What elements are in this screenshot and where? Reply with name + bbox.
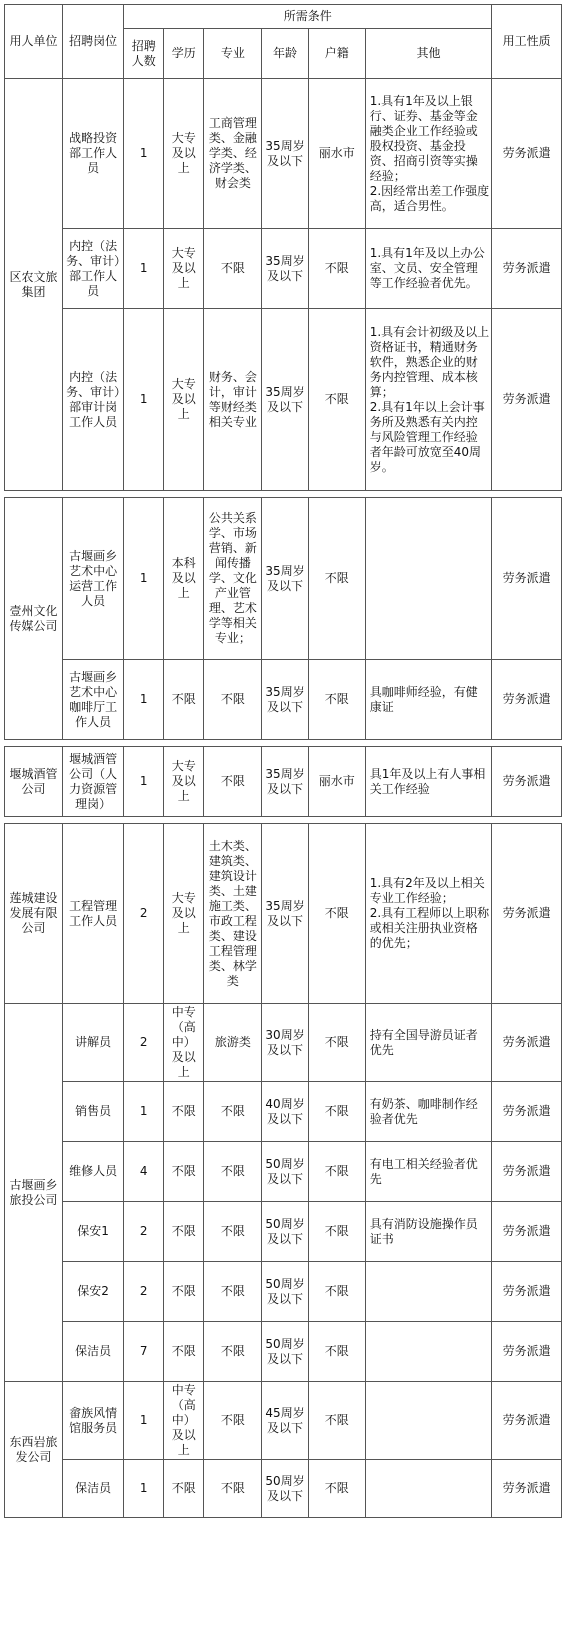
age-cell: 50周岁及以下 xyxy=(262,1460,308,1518)
major-cell: 不限 xyxy=(204,1142,262,1202)
position-cell: 畲族风情馆服务员 xyxy=(63,1382,124,1460)
education-cell: 大专及以上 xyxy=(164,747,204,817)
unit-cell: 区农文旅集团 xyxy=(5,79,63,491)
other-cell: 1.具有会计初级及以上资格证书，精通财务软件，熟悉企业的财务内控管理、成本核算； 2.具有1年以上会计事务所及熟悉有关内控与风险管理工作经验者年龄可放宽至40周岁。 xyxy=(365,309,492,491)
table-row xyxy=(5,1262,562,1322)
other-cell: 1.具有2年及以上相关专业工作经验； 2.具有工程师以上职称或相关注册执业资格的优先； xyxy=(365,824,492,1004)
table-row xyxy=(5,1202,562,1262)
group-separator xyxy=(5,740,562,747)
unit-cell: 壹州文化传媒公司 xyxy=(5,498,63,740)
table-row xyxy=(5,824,562,1004)
major-cell: 不限 xyxy=(204,660,262,740)
header-major: 专业 xyxy=(204,29,262,79)
count-cell: 1 xyxy=(124,79,164,229)
position-cell: 讲解员 xyxy=(63,1004,124,1082)
education-cell: 不限 xyxy=(164,1322,204,1382)
header-nature: 用工性质 xyxy=(492,5,562,79)
header-count: 招聘人数 xyxy=(124,29,164,79)
position-cell: 堰城酒管公司（人力资源管理岗） xyxy=(63,747,124,817)
table-row xyxy=(5,1004,562,1082)
education-cell: 大专及以上 xyxy=(164,824,204,1004)
age-cell: 50周岁及以下 xyxy=(262,1262,308,1322)
table-row xyxy=(5,79,562,229)
header-age: 年龄 xyxy=(262,29,308,79)
other-cell: 有奶茶、咖啡制作经验者优先 xyxy=(365,1082,492,1142)
age-cell: 35周岁及以下 xyxy=(262,79,308,229)
major-cell: 工商管理类、金融学类、经济学类、财会类 xyxy=(204,79,262,229)
header-conditions: 所需条件 xyxy=(124,5,492,29)
major-cell: 财务、会计，审计等财经类相关专业 xyxy=(204,309,262,491)
separator-cell xyxy=(5,740,562,747)
hukou-cell: 不限 xyxy=(308,1082,365,1142)
education-cell: 大专及以上 xyxy=(164,79,204,229)
unit-cell: 莲城建设发展有限公司 xyxy=(5,824,63,1004)
table-row xyxy=(5,309,562,491)
position-cell: 战略投资部工作人员 xyxy=(63,79,124,229)
header-education: 学历 xyxy=(164,29,204,79)
count-cell: 1 xyxy=(124,747,164,817)
other-cell xyxy=(365,1262,492,1322)
position-cell: 保洁员 xyxy=(63,1460,124,1518)
hukou-cell: 不限 xyxy=(308,824,365,1004)
hukou-cell: 不限 xyxy=(308,229,365,309)
header-unit: 用人单位 xyxy=(5,5,63,79)
count-cell: 1 xyxy=(124,1382,164,1460)
age-cell: 50周岁及以下 xyxy=(262,1322,308,1382)
position-cell: 古堰画乡艺术中心运营工作人员 xyxy=(63,498,124,660)
major-cell: 旅游类 xyxy=(204,1004,262,1082)
table-row xyxy=(5,1382,562,1460)
nature-cell: 劳务派遣 xyxy=(492,1082,562,1142)
table-row xyxy=(5,660,562,740)
header-position: 招聘岗位 xyxy=(63,5,124,79)
table-row xyxy=(5,747,562,817)
table-row xyxy=(5,1142,562,1202)
position-cell: 维修人员 xyxy=(63,1142,124,1202)
count-cell: 7 xyxy=(124,1322,164,1382)
hukou-cell: 不限 xyxy=(308,1262,365,1322)
group-separator xyxy=(5,817,562,824)
education-cell: 不限 xyxy=(164,1142,204,1202)
education-cell: 中专（高中）及以上 xyxy=(164,1004,204,1082)
major-cell: 不限 xyxy=(204,1460,262,1518)
table-row xyxy=(5,1460,562,1518)
position-cell: 内控（法务、审计）部工作人员 xyxy=(63,229,124,309)
position-cell: 保安1 xyxy=(63,1202,124,1262)
education-cell: 不限 xyxy=(164,1202,204,1262)
count-cell: 1 xyxy=(124,309,164,491)
other-cell xyxy=(365,1382,492,1460)
age-cell: 35周岁及以下 xyxy=(262,660,308,740)
hukou-cell: 不限 xyxy=(308,498,365,660)
major-cell: 公共关系学、市场营销、新闻传播学、文化产业管理、艺术学等相关专业； xyxy=(204,498,262,660)
count-cell: 1 xyxy=(124,1460,164,1518)
count-cell: 1 xyxy=(124,1082,164,1142)
education-cell: 不限 xyxy=(164,1262,204,1322)
recruitment-table xyxy=(4,4,562,1518)
major-cell: 不限 xyxy=(204,1322,262,1382)
hukou-cell: 不限 xyxy=(308,1142,365,1202)
other-cell: 1.具有1年及以上办公室、文员、安全管理等工作经验者优先。 xyxy=(365,229,492,309)
nature-cell: 劳务派遣 xyxy=(492,498,562,660)
other-cell xyxy=(365,1460,492,1518)
position-cell: 保洁员 xyxy=(63,1322,124,1382)
age-cell: 40周岁及以下 xyxy=(262,1082,308,1142)
age-cell: 35周岁及以下 xyxy=(262,747,308,817)
education-cell: 不限 xyxy=(164,660,204,740)
age-cell: 50周岁及以下 xyxy=(262,1202,308,1262)
group-separator xyxy=(5,491,562,498)
nature-cell: 劳务派遣 xyxy=(492,79,562,229)
education-cell: 不限 xyxy=(164,1460,204,1518)
nature-cell: 劳务派遣 xyxy=(492,1322,562,1382)
age-cell: 50周岁及以下 xyxy=(262,1142,308,1202)
nature-cell: 劳务派遣 xyxy=(492,1262,562,1322)
count-cell: 1 xyxy=(124,229,164,309)
nature-cell: 劳务派遣 xyxy=(492,1142,562,1202)
other-cell: 具有消防设施操作员证书 xyxy=(365,1202,492,1262)
nature-cell: 劳务派遣 xyxy=(492,660,562,740)
position-cell: 工程管理工作人员 xyxy=(63,824,124,1004)
hukou-cell: 不限 xyxy=(308,1322,365,1382)
nature-cell: 劳务派遣 xyxy=(492,309,562,491)
major-cell: 不限 xyxy=(204,1382,262,1460)
nature-cell: 劳务派遣 xyxy=(492,824,562,1004)
age-cell: 35周岁及以下 xyxy=(262,229,308,309)
table-row xyxy=(5,229,562,309)
age-cell: 35周岁及以下 xyxy=(262,498,308,660)
other-cell: 有电工相关经验者优先 xyxy=(365,1142,492,1202)
other-cell xyxy=(365,1322,492,1382)
nature-cell: 劳务派遣 xyxy=(492,1202,562,1262)
count-cell: 1 xyxy=(124,660,164,740)
education-cell: 不限 xyxy=(164,1082,204,1142)
hukou-cell: 不限 xyxy=(308,309,365,491)
count-cell: 2 xyxy=(124,1202,164,1262)
other-cell: 持有全国导游员证者优先 xyxy=(365,1004,492,1082)
education-cell: 大专及以上 xyxy=(164,229,204,309)
table-row xyxy=(5,1322,562,1382)
count-cell: 2 xyxy=(124,1004,164,1082)
major-cell: 不限 xyxy=(204,1202,262,1262)
nature-cell: 劳务派遣 xyxy=(492,229,562,309)
position-cell: 销售员 xyxy=(63,1082,124,1142)
separator-cell xyxy=(5,491,562,498)
major-cell: 土木类、建筑类、建筑设计类、土建施工类、市政工程类、建设工程管理类、林学类 xyxy=(204,824,262,1004)
education-cell: 大专及以上 xyxy=(164,309,204,491)
header-hukou: 户籍 xyxy=(308,29,365,79)
position-cell: 古堰画乡艺术中心咖啡厅工作人员 xyxy=(63,660,124,740)
separator-cell xyxy=(5,817,562,824)
other-cell: 具咖啡师经验，有健康证 xyxy=(365,660,492,740)
age-cell: 30周岁及以下 xyxy=(262,1004,308,1082)
hukou-cell: 不限 xyxy=(308,1202,365,1262)
nature-cell: 劳务派遣 xyxy=(492,747,562,817)
other-cell: 1.具有1年及以上银行、证券、基金等金融类企业工作经验或股权投资、基金投资、招商引资等实操经验； 2.因经常出差工作强度高，适合男性。 xyxy=(365,79,492,229)
age-cell: 35周岁及以下 xyxy=(262,824,308,1004)
count-cell: 2 xyxy=(124,1262,164,1322)
age-cell: 35周岁及以下 xyxy=(262,309,308,491)
hukou-cell: 不限 xyxy=(308,1004,365,1082)
unit-cell: 堰城酒管公司 xyxy=(5,747,63,817)
header-other: 其他 xyxy=(365,29,492,79)
position-cell: 内控（法务、审计）部审计岗工作人员 xyxy=(63,309,124,491)
hukou-cell: 丽水市 xyxy=(308,79,365,229)
nature-cell: 劳务派遣 xyxy=(492,1382,562,1460)
unit-cell: 古堰画乡旅投公司 xyxy=(5,1004,63,1382)
nature-cell: 劳务派遣 xyxy=(492,1004,562,1082)
education-cell: 本科及以上 xyxy=(164,498,204,660)
major-cell: 不限 xyxy=(204,747,262,817)
hukou-cell: 不限 xyxy=(308,1382,365,1460)
unit-cell: 东西岩旅发公司 xyxy=(5,1382,63,1518)
position-cell: 保安2 xyxy=(63,1262,124,1322)
hukou-cell: 不限 xyxy=(308,660,365,740)
nature-cell: 劳务派遣 xyxy=(492,1460,562,1518)
table-row xyxy=(5,1082,562,1142)
major-cell: 不限 xyxy=(204,1082,262,1142)
other-cell xyxy=(365,498,492,660)
hukou-cell: 丽水市 xyxy=(308,747,365,817)
table-body xyxy=(5,79,562,1518)
education-cell: 中专（高中）及以上 xyxy=(164,1382,204,1460)
table-row xyxy=(5,498,562,660)
count-cell: 2 xyxy=(124,824,164,1004)
major-cell: 不限 xyxy=(204,229,262,309)
count-cell: 4 xyxy=(124,1142,164,1202)
age-cell: 45周岁及以下 xyxy=(262,1382,308,1460)
count-cell: 1 xyxy=(124,498,164,660)
hukou-cell: 不限 xyxy=(308,1460,365,1518)
major-cell: 不限 xyxy=(204,1262,262,1322)
other-cell: 具1年及以上有人事相关工作经验 xyxy=(365,747,492,817)
